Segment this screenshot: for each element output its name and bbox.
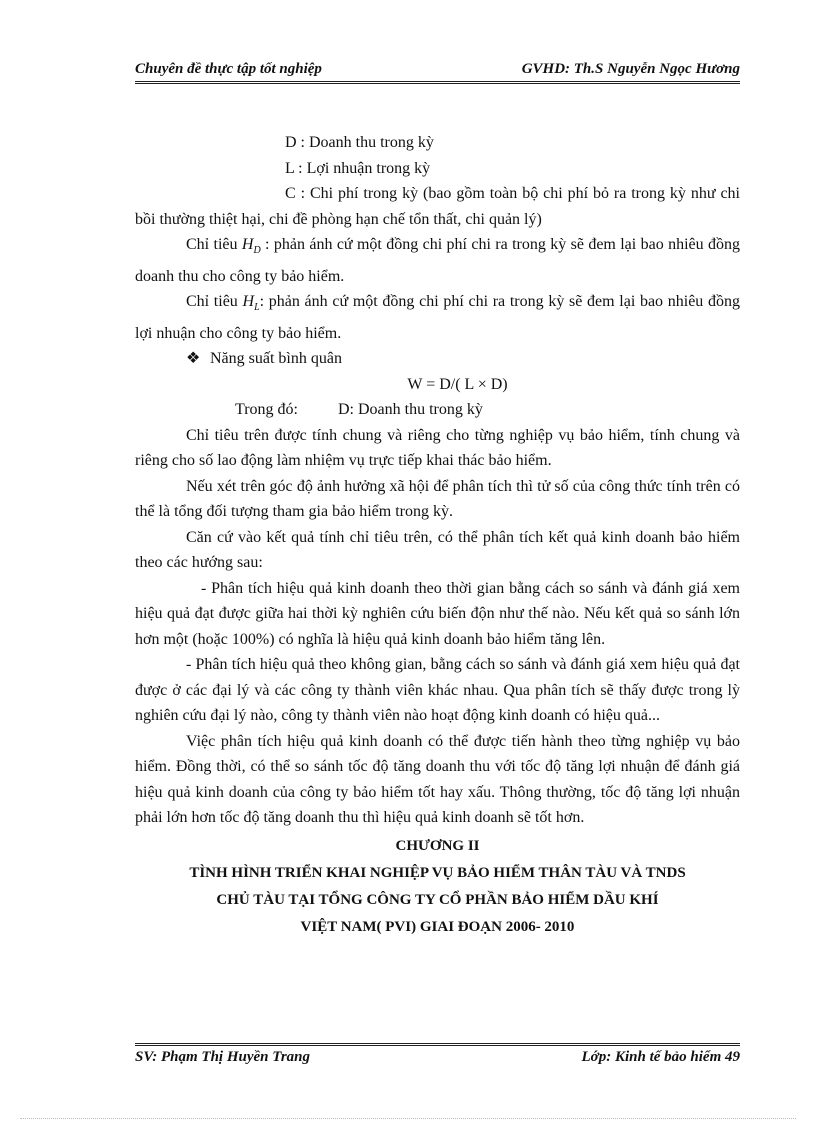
where-label: Trong đó:: [235, 401, 298, 419]
definition-d: D : Doanh thu trong kỳ: [285, 134, 434, 151]
analysis-item-time: - Phân tích hiệu quả kinh doanh theo thời gian bằng cách so sánh và đánh giá xem hiệu quả đạt được giữa hai thời kỳ nghiên cứu biến độn như thế nào. Nếu kết quả so sánh lớn hơn một (hoặc 100%) có nghĩa là hiệu quả kinh doanh bảo hiểm tăng lên.: [135, 579, 740, 648]
chapter-title-line: CHỦ TÀU TẠI TỔNG CÔNG TY CỔ PHẦN BẢO HIỂM DẦU KHÍ: [216, 891, 659, 908]
document-body: [135, 130, 740, 941]
analysis-item-space: - Phân tích hiệu quả theo không gian, bằng cách so sánh và đánh giá xem hiệu quả đạt được ở các đại lý và các công ty thành viên khác nhau. Qua phân tích sẽ thấy được trong lỳ nghiên cứu đại lý nào, công ty thành viên nào hoạt động kinh doanh có hiệu quả...: [135, 656, 740, 725]
productivity-formula: W = D/( L × D): [407, 375, 508, 393]
paragraph: Nếu xét trên góc độ ảnh hưởng xã hội để phân tích thì tử số của công thức tính trên có thể là tổng đối tượng tham gia bảo hiểm trong kỳ.: [135, 477, 740, 521]
paragraph: Căn cứ vào kết quả tính chỉ tiêu trên, có thể phân tích kết quả kinh doanh bảo hiểm theo các hướng sau:: [135, 528, 740, 572]
header-advisor: GVHD: Th.S Nguyễn Ngọc Hương: [521, 61, 740, 77]
chapter-title-line: VIỆT NAM( PVI) GIAI ĐOẠN 2006- 2010: [300, 918, 575, 935]
indicator-hd: [135, 232, 740, 289]
indicator-hd-text: : phản ánh cứ một đồng chi phí chi ra trong kỳ sẽ đem lại bao nhiêu đồng doanh thu cho công ty bảo hiểm.: [135, 236, 741, 285]
page-bottom-divider: [20, 1118, 796, 1119]
footer-class: Lớp: Kinh tế bảo hiểm 49: [581, 1049, 740, 1065]
paragraph: Chỉ tiêu trên được tính chung và riêng cho từng nghiệp vụ bảo hiểm, tính chung và riêng cho số lao động làm nhiệm vụ trực tiếp khai thác bảo hiểm.: [135, 426, 740, 470]
page-header: [135, 61, 740, 84]
where-definition: D: Doanh thu trong kỳ: [337, 401, 483, 419]
indicator-hl: [135, 289, 740, 346]
chapter-title-line: TÌNH HÌNH TRIỂN KHAI NGHIỆP VỤ BẢO HIỂM THÂN TÀU VÀ TNDS: [189, 864, 686, 881]
indicator-hl-text: : phản ánh cứ một đồng chi phí chi ra trong kỳ sẽ đem lại bao nhiêu đồng lợi nhuận cho công ty bảo hiểm.: [135, 293, 740, 342]
definition-l: L : Lợi nhuận trong kỳ: [285, 159, 431, 177]
indicator-hl-symbol: $H_L$: [242, 293, 260, 314]
indicator-hl-prefix: Chỉ tiêu: [186, 293, 243, 311]
definition-c: C : Chi phí trong kỳ (bao gồm toàn bộ chi phí bỏ ra trong kỳ như chi bồi thường thiệt hại, chi đề phòng hạn chế tổn thất, chi quản lý): [135, 185, 740, 228]
header-title: Chuyên đề thực tập tốt nghiệp: [135, 61, 322, 77]
diamond-bullet-icon: ❖: [186, 350, 201, 368]
indicator-hd-symbol: $H_D$: [241, 236, 261, 257]
indicator-hd-prefix: Chỉ tiêu: [186, 236, 242, 253]
productivity-heading: [135, 346, 740, 372]
formula-where: [135, 397, 740, 423]
productivity-label: Năng suất bình quân: [210, 350, 342, 368]
footer-student: SV: Phạm Thị Huyền Trang: [135, 1049, 311, 1065]
page-footer: [135, 1043, 740, 1066]
chapter-heading: [135, 833, 740, 941]
chapter-number: CHƯƠNG II: [395, 837, 480, 854]
paragraph: Việc phân tích hiệu quả kinh doanh có thể được tiến hành theo từng nghiệp vụ bảo hiểm. Đồng thời, có thể so sánh tốc độ tăng doanh thu với tốc độ tăng lợi nhuận để đánh giá hiệu quả kinh doanh của công ty bảo hiểm tốt hay xấu. Thông thường, tốc độ tăng lợi nhuận phải lớn hơn tốc độ tăng doanh thu thì hiệu quả kinh doanh sẽ tốt hơn.: [135, 732, 740, 827]
